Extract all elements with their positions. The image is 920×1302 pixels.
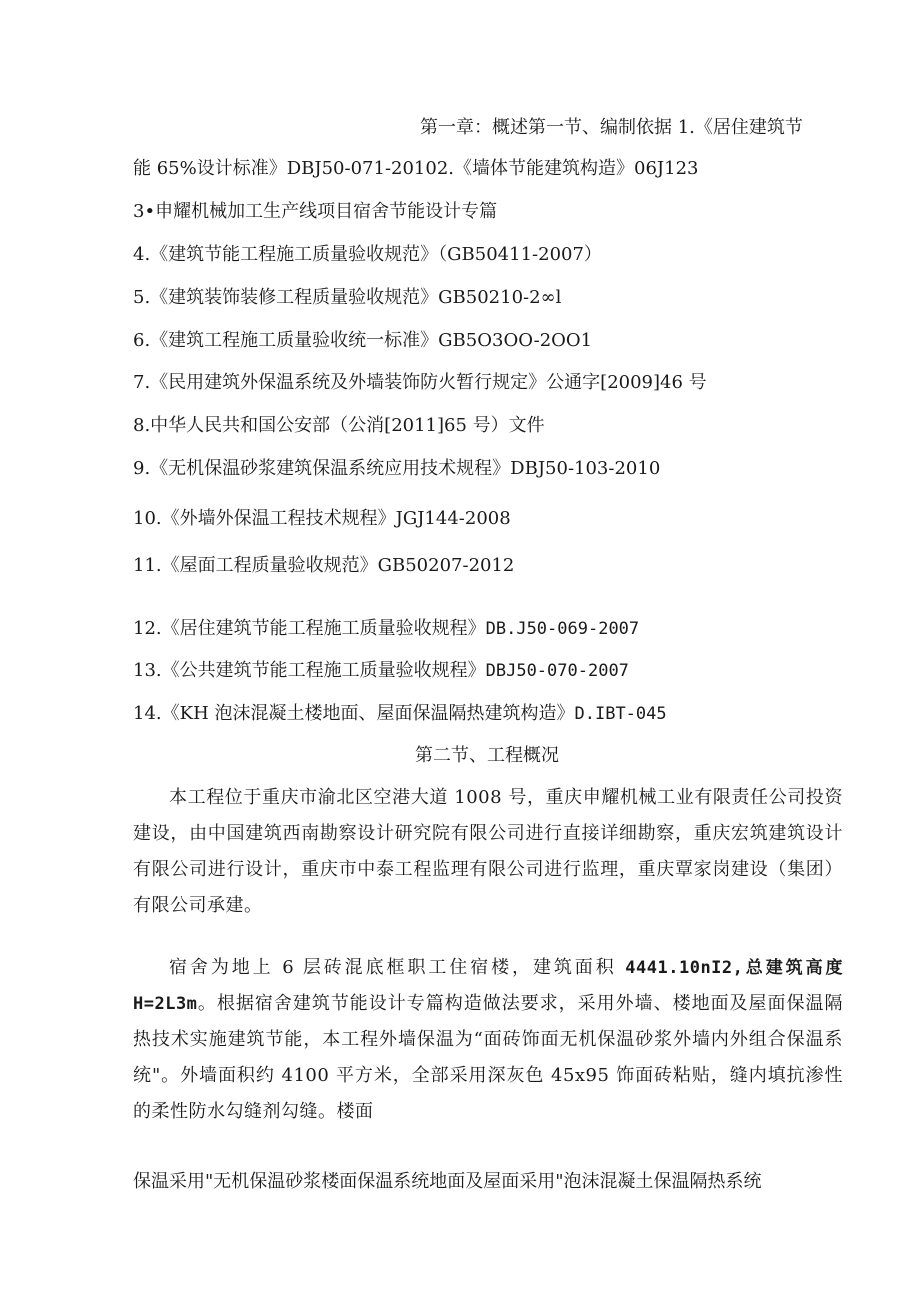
project-overview-paragraph: 本工程位于重庆市渝北区空港大道 1008 号，重庆申耀机械工业有限责任公司投资建设，由中国建筑西南勘察设计研究院有限公司进行直接详细勘察，重庆宏筑建筑设计有限公司进行设计，重庆市中泰工程监理有限公司进行监理，重庆覃家岗建设（集团）有限公司承建。 [133, 787, 843, 916]
reference-item-5: 5.《建筑装饰装修工程质量验收规范》GB50210-2∞l [133, 287, 562, 308]
reference-item-4: 4.《建筑节能工程施工质量验收规范》（GB50411-2007） [133, 244, 602, 265]
paragraph-text: 宿舍为地上 6 层砖混底框职工住宿楼，建筑面积 [169, 957, 626, 978]
reference-item-11: 11.《屋面工程质量验收规范》GB50207-2012 [133, 555, 515, 576]
area-height-value: 4441.10nI2,总建筑高度 H=2L3m [133, 958, 843, 1014]
reference-item-14 [133, 702, 667, 726]
reference-item-13 [133, 659, 629, 683]
reference-item-6: 6.《建筑工程施工质量验收统一标准》GB5O3OO-2OO1 [133, 330, 593, 351]
reference-title: 13.《公共建筑节能工程施工质量验收规程》 [133, 660, 486, 681]
reference-item-12 [133, 617, 639, 641]
reference-title: 14.《KH 泡沫混凝土楼地面、屋面保温隔热建筑构造》 [133, 703, 575, 724]
dormitory-paragraph [133, 950, 843, 1130]
reference-title: 12.《居住建筑节能工程施工质量验收规程》 [133, 618, 486, 639]
reference-item-3: 3•申耀机械加工生产线项目宿舍节能设计专篇 [133, 201, 498, 222]
chapter-heading-line1: 第一章：概述第一节、编制依据 1.《居住建筑节 [420, 117, 803, 138]
reference-item-9: 9.《无机保温砂浆建筑保温系统应用技术规程》DBJ50-103-2010 [133, 458, 661, 479]
reference-code: D.IBT-045 [574, 704, 667, 724]
section-title: 第二节、工程概况 [415, 745, 559, 766]
floor-insulation-line: 保温采用"无机保温砂浆楼面保温系统地面及屋面采用"泡沫混凝土保温隔热系统 [133, 1171, 762, 1192]
reference-item-10: 10.《外墙外保温工程技术规程》JGJ144-2008 [133, 508, 511, 529]
chapter-heading-line2: 能 65%设计标准》DBJ50-071-20102.《墙体节能建筑构造》06J123 [133, 158, 699, 179]
reference-code: DBJ50-070-2007 [485, 661, 629, 681]
reference-code: DB.J50-069-2007 [485, 619, 640, 639]
reference-item-7: 7.《民用建筑外保温系统及外墙装饰防火暂行规定》公通字[2009]46 号 [133, 372, 707, 393]
paragraph-text: 。根据宿舍建筑节能设计专篇构造做法要求，采用外墙、楼地面及屋面保温隔热技术实施建筑节能，本工程外墙保温为“面砖饰面无机保温砂浆外墙内外组合保温系统"。外墙面积约 4100 平方米，全部采用深灰色 45x95 饰面砖粘贴，缝内填抗渗性的柔性防水勾缝剂勾缝。楼面 [133, 993, 843, 1122]
reference-item-8: 8.中华人民共和国公安部（公消[2011]65 号）文件 [133, 415, 545, 436]
